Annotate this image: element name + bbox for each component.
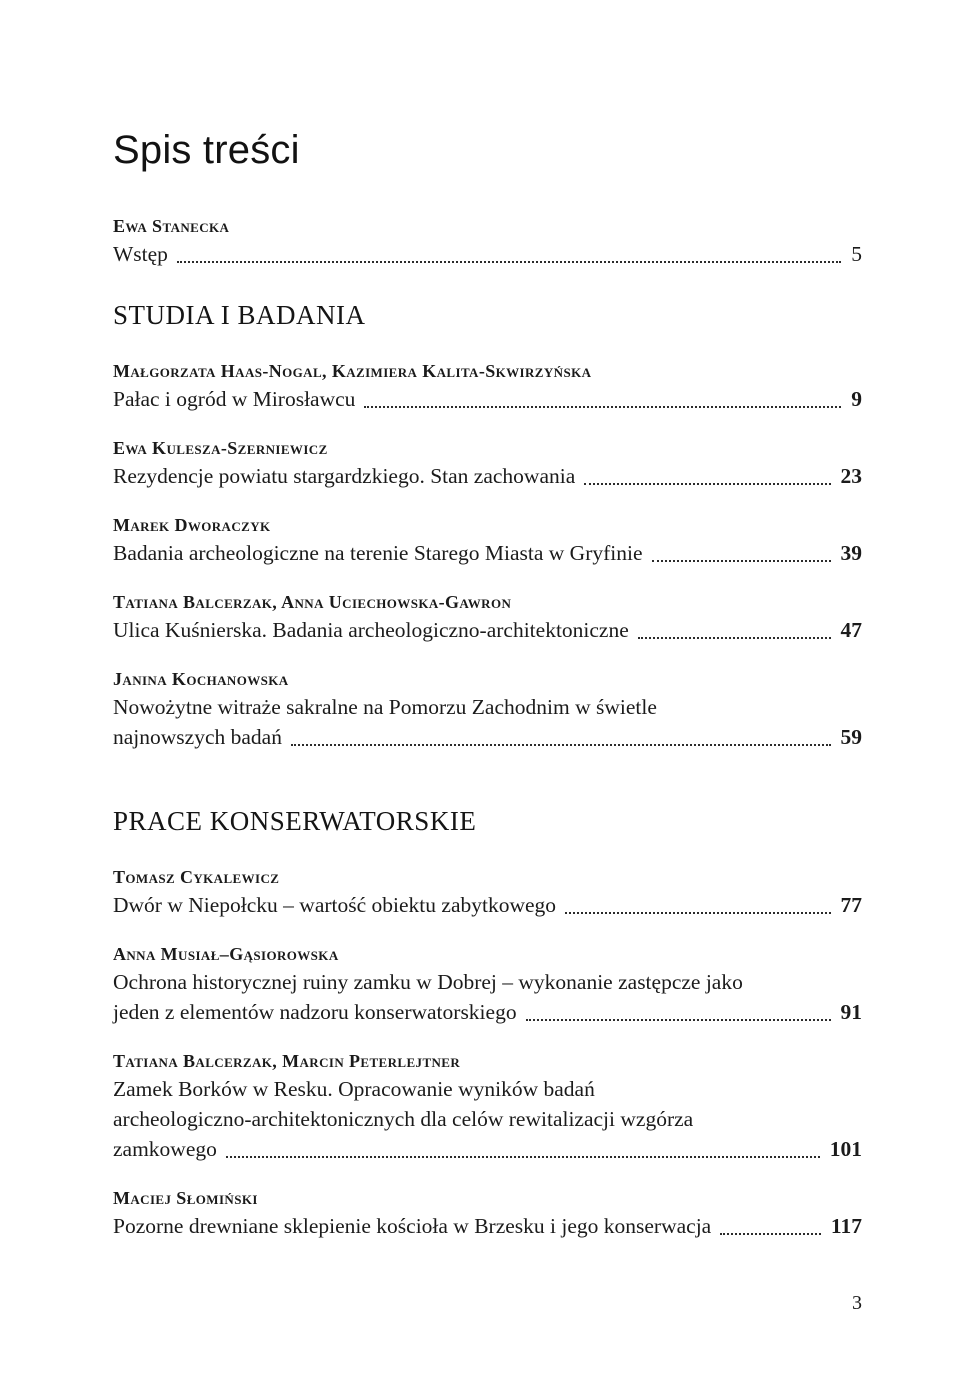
toc-section [113, 805, 862, 1241]
toc-entry [113, 359, 862, 414]
entry-page-number: 59 [840, 725, 862, 749]
entry-title-line [113, 1211, 862, 1241]
entry-authors: Marek Dworaczyk [113, 515, 271, 535]
page-number: 3 [852, 1292, 862, 1314]
entry-page-number: 91 [840, 1000, 862, 1024]
entry-page-number: 101 [829, 1137, 862, 1161]
dotted-leader [652, 560, 831, 562]
dotted-leader [364, 406, 841, 408]
entry-title-line: Ochrona historycznej ruiny zamku w Dobrej – wykonanie zastępcze jako [113, 970, 743, 994]
entry-authors: Tomasz Cykalewicz [113, 867, 280, 887]
entry-title-line [113, 239, 862, 269]
entry-title-text: Dwór w Niepołcku – wartość obiektu zabytkowego [113, 893, 557, 917]
entry-title-line [113, 722, 862, 752]
toc-entry [113, 1049, 862, 1164]
toc-section [113, 214, 862, 269]
entry-title-text: Ulica Kuśnierska. Badania archeologiczno-architektoniczne [113, 618, 629, 642]
entry-title-text: najnowszych badań [113, 725, 282, 749]
entry-page-number: 23 [840, 464, 862, 488]
dotted-leader [584, 483, 830, 485]
toc-entry [113, 513, 862, 568]
entry-title-line [113, 461, 862, 491]
entry-authors: Małgorzata Haas-Nogal, Kazimiera Kalita-Skwirzyńska [113, 361, 592, 381]
entry-authors: Tatiana Balcerzak, Marcin Peterlejtner [113, 1051, 461, 1071]
toc-list [113, 214, 862, 1241]
entry-authors: Ewa Kulesza-Szerniewicz [113, 438, 328, 458]
entry-title-text: zamkowego [113, 1137, 217, 1161]
dotted-leader [291, 744, 831, 746]
dotted-leader [177, 261, 841, 263]
entry-title-text: Badania archeologiczne na terenie Starego Miasta w Gryfinie [113, 541, 643, 565]
entry-title-line [113, 890, 862, 920]
section-heading: PRACE KONSERWATORSKIE [113, 806, 477, 836]
entry-title-line [113, 384, 862, 414]
dotted-leader [226, 1156, 820, 1158]
toc-entry [113, 590, 862, 645]
entry-authors: Janina Kochanowska [113, 669, 289, 689]
entry-title-line [113, 997, 862, 1027]
entry-title-line: Nowożytne witraże sakralne na Pomorzu Zachodnim w świetle [113, 695, 657, 719]
entry-page-number: 39 [840, 541, 862, 565]
entry-title-text: Pałac i ogród w Mirosławcu [113, 387, 356, 411]
entry-authors: Ewa Stanecka [113, 216, 230, 236]
dotted-leader [565, 912, 830, 914]
entry-authors: Anna Musiał–Gąsiorowska [113, 944, 339, 964]
entry-page-number: 9 [851, 387, 862, 411]
entry-title-text: jeden z elementów nadzoru konserwatorskiego [113, 1000, 517, 1024]
entry-title-line [113, 615, 862, 645]
entry-page-number: 5 [851, 242, 862, 266]
entry-page-number: 77 [840, 893, 862, 917]
dotted-leader [638, 637, 831, 639]
toc-section [113, 299, 862, 752]
entry-title-text: Rezydencje powiatu stargardzkiego. Stan zachowania [113, 464, 576, 488]
dotted-leader [526, 1019, 831, 1021]
entry-title-line [113, 1134, 862, 1164]
dotted-leader [720, 1233, 821, 1235]
entry-authors: Tatiana Balcerzak, Anna Uciechowska-Gawron [113, 592, 512, 612]
entry-title-text: Wstęp [113, 242, 168, 266]
toc-entry [113, 436, 862, 491]
section-heading: STUDIA I BADANIA [113, 300, 366, 330]
toc-entry [113, 1186, 862, 1241]
toc-entry [113, 942, 862, 1027]
toc-entry [113, 865, 862, 920]
entry-page-number: 117 [830, 1214, 862, 1238]
toc-entry [113, 667, 862, 752]
entry-title-line: archeologiczno-architektonicznych dla celów rewitalizacji wzgórza [113, 1107, 694, 1131]
entry-page-number: 47 [840, 618, 862, 642]
entry-title-line: Zamek Borków w Resku. Opracowanie wyników badań [113, 1077, 595, 1101]
entry-title-text: Pozorne drewniane sklepienie kościoła w Brzesku i jego konserwacja [113, 1214, 712, 1238]
page-title: Spis treści [113, 128, 300, 172]
toc-entry [113, 214, 862, 269]
entry-authors: Maciej Słomiński [113, 1188, 258, 1208]
entry-title-line [113, 538, 862, 568]
